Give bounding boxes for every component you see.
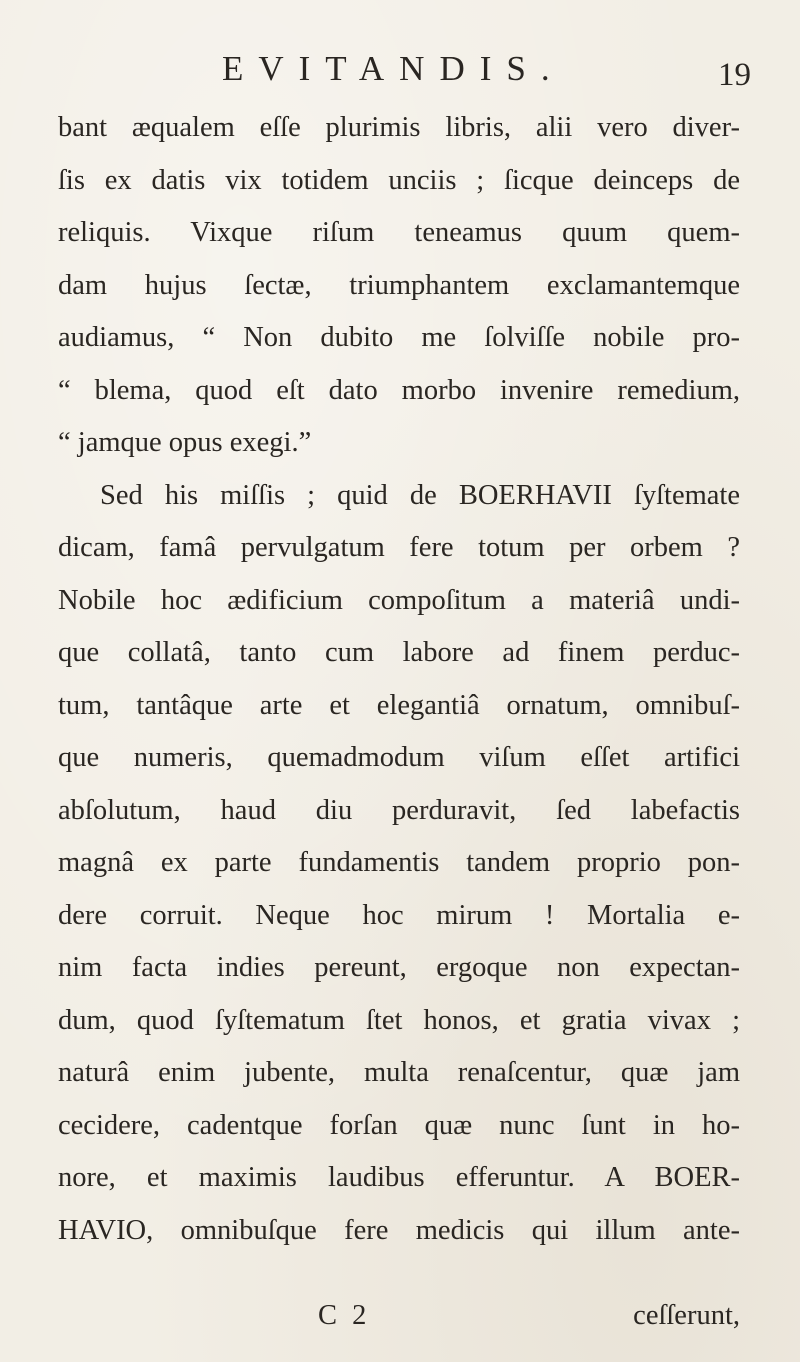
- text-line: nore, et maximis laudibus efferuntur. A BOER-: [58, 1162, 740, 1193]
- text-line: dum, quod ſyſtematum ſtet honos, et gratia vivax ;: [58, 1004, 740, 1036]
- signature-mark: C 2: [318, 1300, 371, 1331]
- text-line: cecidere, cadentque forſan quæ nunc ſunt in ho-: [58, 1109, 740, 1141]
- page-number: 19: [718, 57, 751, 93]
- text-line: dere corruit. Neque hoc mirum ! Mortalia e-: [58, 899, 740, 931]
- text-line: dam hujus ſectæ, triumphantem exclamantemque: [58, 269, 740, 301]
- text-line: audiamus, “ Non dubito me ſolviſſe nobile pro-: [58, 322, 740, 353]
- catchword: ceſſerunt,: [633, 1300, 740, 1331]
- text-line: tum, tantâque arte et elegantiâ ornatum, omnibuſ-: [58, 689, 740, 721]
- text-line: Nobile hoc ædificium compoſitum a materiâ undi-: [58, 584, 740, 616]
- paragraph-start-line: Sed his miſſis ; quid de BOERHAVII ſyſtemate: [100, 479, 740, 511]
- body-text: [58, 102, 740, 1257]
- text-line: magnâ ex parte fundamentis tandem proprio pon-: [58, 847, 740, 878]
- text-line: reliquis. Vixque riſum teneamus quum quem-: [58, 217, 740, 248]
- page-footer: [58, 1290, 740, 1342]
- text-line: ſis ex datis vix totidem unciis ; ſicque deinceps de: [58, 164, 740, 196]
- text-line: “ jamque opus exegi.”: [58, 427, 312, 458]
- text-line: dicam, famâ pervulgatum fere totum per orbem ?: [58, 532, 740, 563]
- text-line: bant æqualem eſſe plurimis libris, alii vero diver-: [58, 112, 740, 143]
- text-line: abſolutum, haud diu perduravit, ſed labefactis: [58, 794, 740, 826]
- page-header: [0, 44, 800, 94]
- text-line: que numeris, quemadmodum viſum eſſet artifici: [58, 742, 740, 773]
- text-line: naturâ enim jubente, multa renaſcentur, quæ jam: [58, 1057, 740, 1088]
- text-line: HAVIO, omnibuſque fere medicis qui illum ante-: [58, 1214, 740, 1246]
- text-line: nim facta indies pereunt, ergoque non expectan-: [58, 952, 740, 983]
- text-line: que collatâ, tanto cum labore ad finem perduc-: [58, 637, 740, 668]
- running-title: EVITANDIS.: [222, 49, 565, 88]
- text-line: “ blema, quod eſt dato morbo invenire remedium,: [58, 374, 740, 406]
